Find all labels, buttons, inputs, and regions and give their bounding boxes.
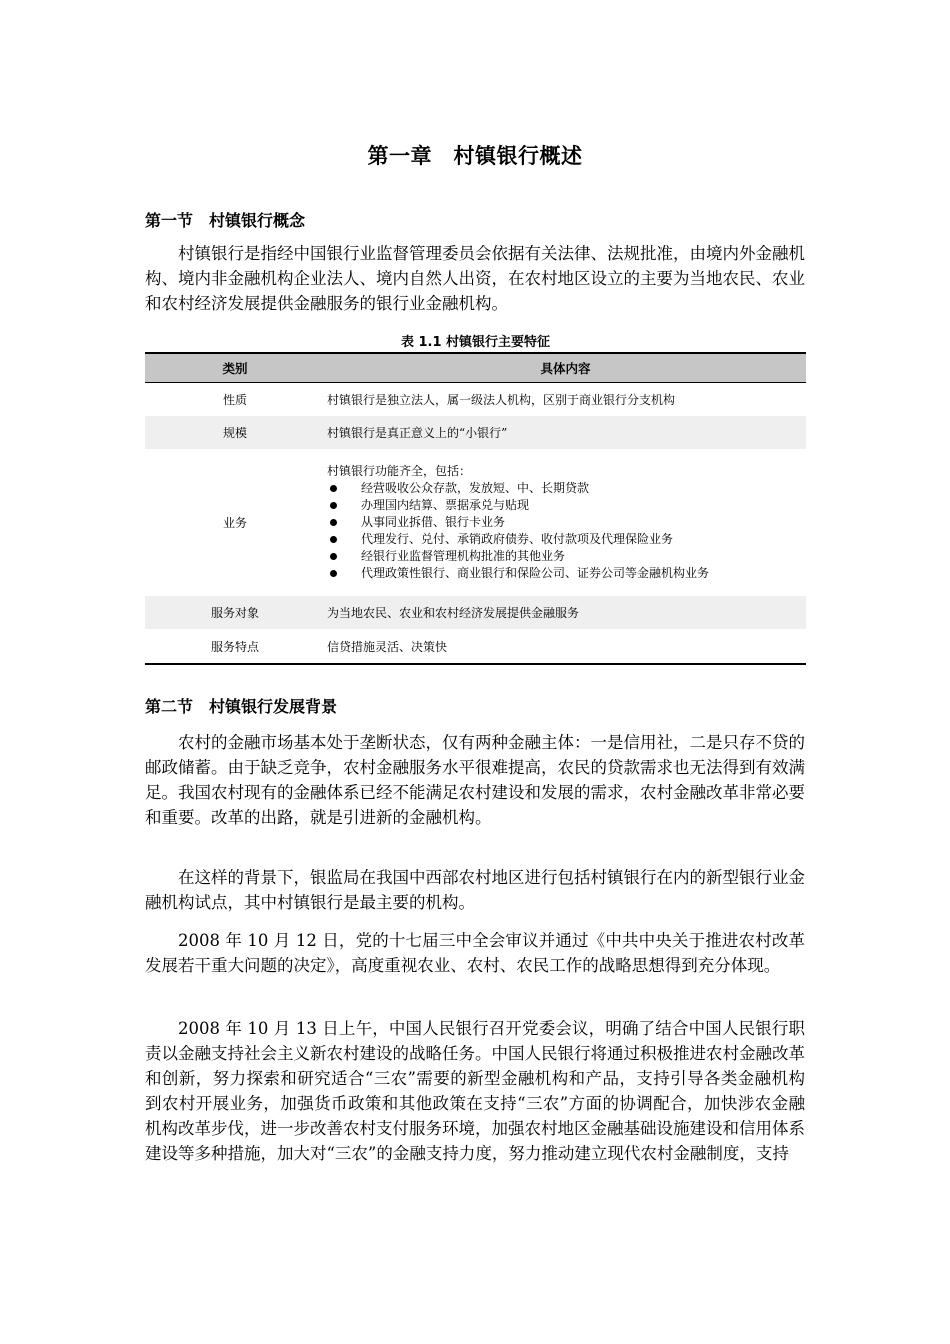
row-category: 服务特点 bbox=[210, 639, 259, 654]
row-category: 服务对象 bbox=[145, 596, 325, 629]
table-row bbox=[145, 596, 806, 629]
section-2-paragraph-1: 农村的金融市场基本处于垄断状态，仅有两种金融主体：一是信用社，二是只存不贷的邮政储蓄。由于缺乏竞争，农村金融服务水平很难提高，农民的贷款需求也无法得到有效满足。我国农村现有的金融体系已经不能满足农村建设和发展的需求，农村金融改革非常必要和重要。改革的出路，就是引进新的金融机构。 bbox=[145, 733, 805, 827]
section-2-paragraph-2: 在这样的背景下，银监局在我国中西部农村地区进行包括村镇银行在内的新型银行业金融机构试点，其中村镇银行是最主要的机构。 bbox=[145, 868, 805, 912]
row-content: 信贷措施灵活、决策快 bbox=[327, 639, 448, 654]
row-content: 为当地农民、农业和农村经济发展提供金融服务 bbox=[325, 596, 806, 629]
section-2-paragraph-4: 2008 年 10 月 13 日上午，中国人民银行召开党委会议，明确了结合中国人民银行职责以金融支持社会主义新农村建设的战略任务。中国人民银行将通过积极推进农村金融改革和创新，努力探索和研究适合“三农”需要的新型金融机构和产品，支持引导各类金融机构到农村开展业务，加强货币政策和其他政策在支持“三农”方面的协调配合，加快涉农金融机构改革步伐，进一步改善农村支付服务环境，加强农村地区金融基础设施建设和信用体系建设等多种措施，加大对“三农”的金融支持力度，努力推动建立现代农村金融制度，支持 bbox=[145, 1019, 805, 1163]
table-row bbox=[145, 416, 806, 449]
row-content bbox=[325, 449, 806, 596]
chapter-title: 第一章 村镇银行概述 bbox=[367, 144, 583, 168]
header-content: 具体内容 bbox=[325, 353, 806, 383]
table-caption: 表 1.1 村镇银行主要特征 bbox=[400, 335, 551, 350]
business-list-item: 经银行业监督管理机构批准的其他业务 bbox=[327, 548, 806, 565]
table-row bbox=[145, 383, 806, 417]
table-row bbox=[145, 629, 806, 664]
section-2-paragraph-3: 2008 年 10 月 12 日，党的十七届三中全会审议并通过《中共中央关于推进农村改革发展若干重大问题的决定》，高度重视农业、农村、农民工作的战略思想得到充分体现。 bbox=[145, 931, 805, 975]
section-1-paragraph: 村镇银行是指经中国银行业监督管理委员会依据有关法律、法规批准，由境内外金融机构、境内非金融机构企业法人、境内自然人出资，在农村地区设立的主要为当地农民、农业和农村经济发展提供金融服务的银行业金融机构。 bbox=[145, 244, 805, 313]
business-list-item: 代理政策性银行、商业银行和保险公司、证券公司等金融机构业务 bbox=[327, 565, 806, 582]
row-category: 性质 bbox=[222, 393, 247, 407]
business-list-item: 经营吸收公众存款，发放短、中、长期贷款 bbox=[327, 480, 806, 497]
section-2-title: 第二节 村镇银行发展背景 bbox=[145, 697, 338, 716]
row-content: 村镇银行是独立法人，属一级法人机构，区别于商业银行分支机构 bbox=[327, 393, 676, 407]
business-list-item: 办理国内结算、票据承兑与贴现 bbox=[327, 497, 806, 514]
table-header-row bbox=[145, 353, 806, 383]
features-table bbox=[145, 352, 806, 665]
row-content: 村镇银行是真正意义上的“小银行” bbox=[325, 416, 806, 449]
row-category: 规模 bbox=[145, 416, 325, 449]
business-list-item: 从事同业拆借、银行卡业务 bbox=[327, 514, 806, 531]
business-list bbox=[327, 480, 806, 582]
table-row bbox=[145, 449, 806, 596]
section-1-title: 第一节 村镇银行概念 bbox=[145, 211, 306, 230]
business-list-item: 代理发行、兑付、承销政府债券、收付款项及代理保险业务 bbox=[327, 531, 806, 548]
header-category: 类别 bbox=[145, 353, 325, 383]
row-category: 业务 bbox=[222, 516, 247, 530]
business-intro: 村镇银行功能齐全，包括： bbox=[327, 464, 472, 478]
